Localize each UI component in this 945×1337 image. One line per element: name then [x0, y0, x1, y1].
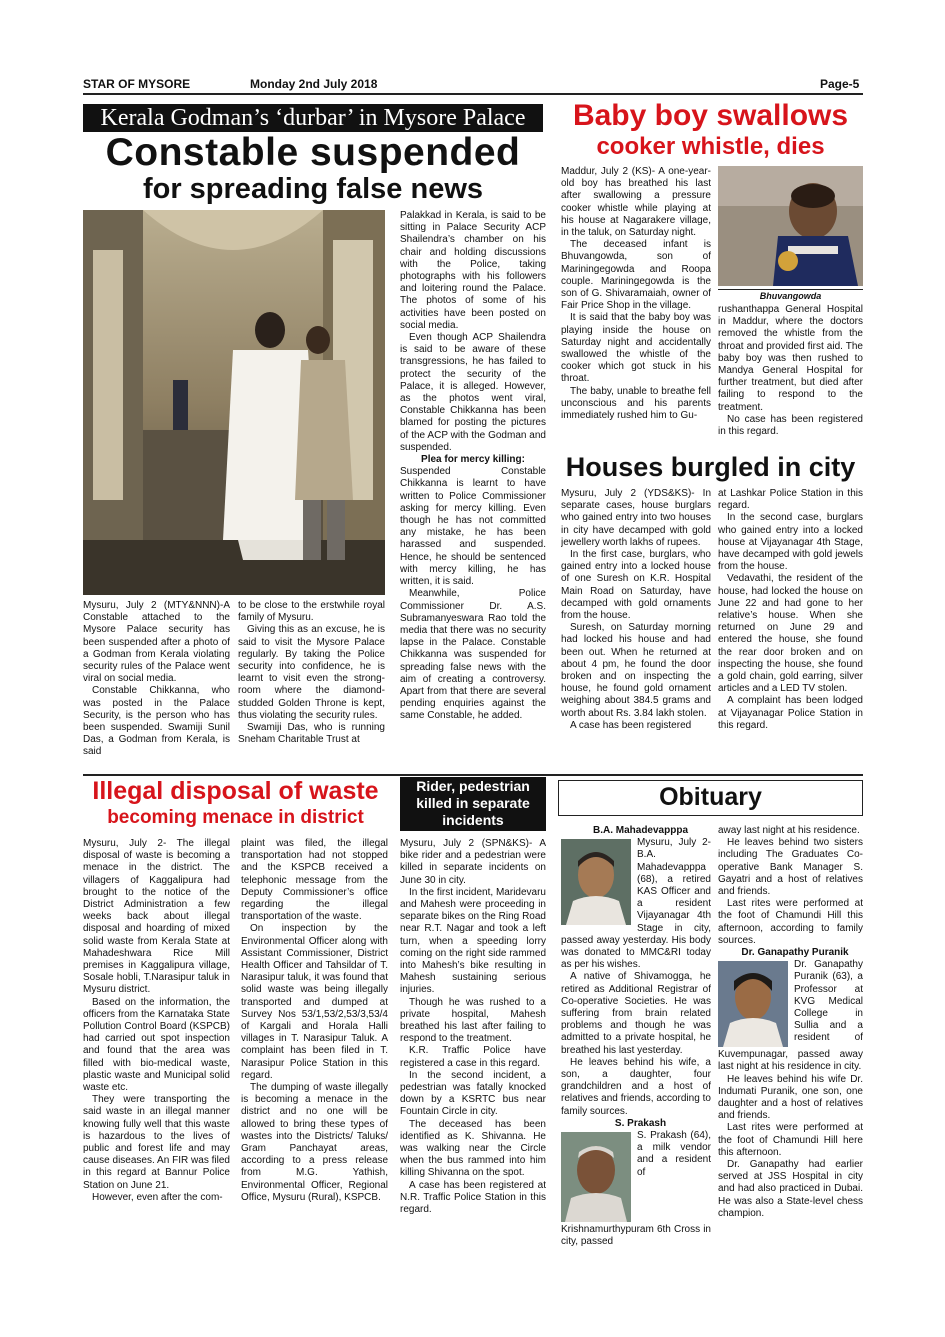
story1-subhead: Plea for mercy killing:	[421, 454, 525, 466]
story3-col1	[561, 488, 711, 770]
obituary-1-para: Mysuru, July 2- B.A. Mahadevapppa (68), a retired KAS Officer and a resident Vijayanagar 4th Stage in city, passed away yesterday. His body was donated to MMC&RI today as per his wishes.	[561, 837, 711, 971]
paper-name: STAR OF MYSORE	[83, 77, 191, 91]
story2-col1-para: The deceased infant is Bhuvangowda, son of Mariningegowda and Roopa couple. Mariningegowda is the son of G. Shivaramaiah, owner of Fair Price Shop in the village.	[561, 239, 711, 312]
story1-col3-para: Palakkad in Kerala, is said to be sitting in Palace Security ACP Shailendra’s chamber on his chair and holding discussions with the Police, taking photographs with his followers and loitering round the Palace. The photos of some of his activities have been posted on social media.	[400, 210, 546, 331]
obituary-title: Obituary	[558, 780, 863, 816]
story4-col1-para: Mysuru, July 2- The illegal disposal of waste is becoming a menace in the district. The villagers of Kaggalipura had brought to the notice of the District Administration a few weeks back about illegal disposal and hoarding of mixed solid waste from Kerala State at Mahadeshwara Rice Mill premises in Kaggalipura village, Sosale hobli, T.Narasipur taluk in Mysuru district.	[83, 838, 230, 996]
story2-col2	[718, 304, 863, 446]
obituary-1-para: He leaves behind his wife, a son, a daughter, four grandchildren and a host of relatives and friends, according to family sources.	[561, 1056, 711, 1117]
baby-photo-caption: Bhuvangowda	[718, 289, 863, 301]
obituary-3-para: Dr. Ganapathy had earlier served at JSS Hospital in city and had also practiced in Dubai. He was also a State-level chess champion.	[718, 1159, 863, 1219]
story5-col1-para: Though he was rushed to a private hospital, Mahesh breathed his last after failing to respond to the treatment.	[400, 996, 546, 1045]
story4-col1-para: Based on the information, the officers from the Karnataka State Pollution Control Board (KSPCB) had carried out spot inspection and found that the area was filled with bio-medical waste, plastic waste and Municipal solid waste etc.	[83, 996, 230, 1094]
story3-col1-para: Suresh, on Saturday morning had locked his house and had been out. When he returned at about 4 pm, he found the door broken and on inspecting the house, he found gold ornament weighing about 384.5 grams and worth about Rs. 3.84 lakh stolen.	[561, 622, 711, 719]
story1-col2	[238, 600, 385, 770]
story2-headline-2: cooker whistle, dies	[596, 133, 825, 160]
story3-col2	[718, 488, 863, 770]
story4-col2-para: The dumping of waste illegally is becoming a menace in the district and no one will be allowed to bring these types of wastes into the Districts/ Taluks/ Gram Panchayat areas, according to a press release from M.G. Yathish, Environmental Officer, Regional Office, Mysuru (Rural), KSPCB.	[241, 1082, 388, 1203]
page-number: Page-5	[820, 77, 860, 91]
story3-col2-para: In the second case, burglars who gained entry into a locked house at Vijayanagar 4th Stage, have decamped with gold jewels from the house.	[718, 512, 863, 573]
story5-col1-para: K.R. Traffic Police have registered a case in this regard.	[400, 1045, 546, 1069]
obituary-name-1: B.A. Mahadevapppa	[592, 825, 689, 836]
story1-headline-2: for spreading false news	[142, 173, 484, 205]
puranik-photo	[718, 961, 788, 1047]
story1-col3-para: Meanwhile, Police Commissioner Dr. A.S. Subramanyeswara Rao told the media that there was no security lapse in the Palace. Constable Chikkanna was suspended for spreading false news with the aim of creating a controversy. Apart from that there are several pending enquiries against the same Constable, he added.	[400, 588, 546, 722]
story1-col3-para: Suspended Constable Chikkanna is learnt to have written to Police Commissioner asking for mercy killing. Even though he has not committed any mistake, he has been harassed and suspended. Hence, he should be sentenced with mercy killing, he has written, it is said.	[400, 466, 546, 588]
mahadevappa-photo-image	[561, 839, 631, 925]
baby-photo-image	[718, 166, 863, 286]
story4-col2-para: On inspection by the Environmental Officer along with Assistant Commissioner, District Health Officer and Tahsildar of T. Narasipur taluk, it was found that solid waste was being illegally transported and dumped at Survey Nos 53/1,53/2,53/3,53/4 of Kargali and Horala Halli villages in T. Narasipur Taluk. A complaint has been filed in T. Narasipur Police Station in this regard.	[241, 923, 388, 1081]
story1-col1-para: Mysuru, July 2 (MTY&NNN)-A Constable attached to the Mysore Palace security has been suspended after a photo of a Godman from Kerala violating security rules of the Palace went viral on social media.	[83, 600, 230, 685]
story1-col1	[83, 600, 230, 770]
mahadevappa-photo	[561, 839, 631, 925]
story1-col1-para: Constable Chikkanna, who was posted in the Palace Security, is the person who has been suspended. Swamiji Sunil Das, a Godman from Kerala, is said	[83, 685, 230, 758]
story2-col1	[561, 166, 711, 446]
obituary-2-cont-para: He leaves behind two sisters including The Graduates Co-operative Bank Manager S. Gayatri and a host of relatives and friends.	[718, 837, 863, 898]
obituary-2-cont-para: Last rites were performed at the foot of Chamundi Hill this afternoon, according to family sources.	[718, 898, 863, 946]
obituary-col1	[561, 825, 711, 1265]
puranik-photo-image	[718, 961, 788, 1047]
story3-col1-para: In the first case, burglars, who gained entry into a locked house of one Suresh on K.R. Hospital Main Road on Saturday, have decamped with gold ornaments from the house.	[561, 549, 711, 622]
issue-date: Monday 2nd July 2018	[250, 77, 378, 91]
godman-photo	[83, 210, 385, 595]
story1-col2-para: Swamiji Das, who is running Sneham Charitable Trust at	[238, 722, 385, 746]
obituary-1-para: A native of Shivamogga, he retired as Additional Registrar of Co-operative Societies. He was suffering from brain related problems and though he was admitted to a private hospital, he breathed his last yesterday.	[561, 971, 711, 1056]
obituary-name-3: Dr. Ganapathy Puranik	[741, 947, 849, 959]
obituary-2-para: S. Prakash (64), a milk vendor and a resident of Krishnamurthypuram 6th Cross in city, passed	[561, 1130, 711, 1248]
obituary-col2	[718, 825, 863, 1265]
story2-col1-para: It is said that the baby boy was playing inside the house on Saturday night and accidentally swallowed the whistle of the cooker which got stuck in his throat.	[561, 312, 711, 385]
story3-headline: Houses burgled in city	[565, 452, 856, 482]
story2-col2-para: No case has been registered in this regard.	[718, 413, 863, 438]
palace-photo-image	[83, 210, 385, 595]
obituary-2-cont-para: away last night at his residence.	[718, 825, 860, 836]
story5-col1-para: In the second incident, a pedestrian was fatally knocked down by a KSRTC bus near Fountain Circle in city.	[400, 1069, 546, 1118]
story4-col1-para: They were transporting the said waste in an illegal manner knowing fully well that this waste is hazardous to the lives of public and forest life and may cause diseases. An FIR was filed in this regard at Bannur Police Station on June 21.	[83, 1094, 230, 1191]
story4-headline-1: Illegal disposal of waste	[92, 777, 379, 805]
story5-headline: Rider, pedestrian killed in separate incidents	[400, 777, 546, 831]
story1-col2-para: to be close to the erstwhile royal family of Mysuru.	[238, 600, 385, 624]
story2-headline-1: Baby boy swallows	[572, 99, 849, 132]
story4-col1	[83, 838, 230, 1258]
prakash-photo-image	[561, 1132, 631, 1222]
story3-col2-para: A complaint has been lodged at Vijayanagar Police Station in this regard.	[718, 695, 863, 731]
story2-col2-para: rushanthappa General Hospital in Maddur, where the doctors removed the whistle from the throat and provided first aid. The baby boy was then rushed to Mandya General Hospital for further treatment, but died after failing to respond to the treatment.	[718, 304, 863, 413]
story3-col1-para: A case has been registered	[570, 719, 692, 731]
story1-col3	[400, 210, 546, 770]
story1-headline-1: Constable suspended	[105, 131, 521, 174]
story1-col3-para: Even though ACP Shailendra is said to be aware of these transgressions, he has failed to protect the security of the Palace, it is alleged. However, as the photos went viral, Constable Chikkanna has been blamed for posting the pictures of the ACP with the Godman and suspended.	[400, 332, 546, 453]
masthead-rule	[83, 93, 863, 95]
story4-col1-para: However, even after the com-	[92, 1191, 223, 1203]
story2-col1-para: Maddur, July 2 (KS)- A one-year-old boy has breathed his last after swallowing a pressure cooker whistle while playing at his house at Nagarakere village, in the taluk, on Saturday night.	[561, 166, 711, 239]
prakash-photo	[561, 1132, 631, 1222]
story4-col2-para: plaint was filed, the illegal transportation had not stopped and the KSPCB received a telephonic message from the Deputy Commissioner’s office regarding the illegal transportation of the waste.	[241, 838, 388, 923]
story4-col2	[241, 838, 388, 1258]
story5-col1	[400, 838, 546, 1258]
story5-col1-para: The deceased has been identified as K. Shivanna. He was walking near the Circle when the bus rammed into him killing Shivanna on the spot.	[400, 1118, 546, 1179]
obituary-name-2: S. Prakash	[614, 1117, 667, 1129]
obituary-3-para: He leaves behind his wife Dr. Indumati Puranik, one son, one daughter and a host of relatives and friends.	[718, 1073, 863, 1122]
story3-col1-para: Mysuru, July 2 (YDS&KS)- In separate cases, house burglars who gained entry into two houses in city have decamped with gold jewellery worth lakhs of rupees.	[561, 488, 711, 548]
story5-col1-para: In the first incident, Maridevaru and Mahesh were proceeding in separate bikes on the Ring Road near R.T. Nagar and took a left turn, when a speeding lorry coming on the right side rammed into Mahesh’s bike resulting in Mahesh sustaining serious injuries.	[400, 886, 546, 996]
story4-headline-2: becoming menace in district	[107, 807, 364, 828]
obituary-3-para: Dr. Ganapathy Puranik (63), a Professor at KVG Medical College in Sullia and a resident of Kuvempunagar, passed away last night at his residence in city.	[718, 959, 863, 1073]
obituary-3-para: Last rites were performed at the foot of Chamundi Hill here this afternoon.	[718, 1122, 863, 1158]
story3-col2-para: at Lashkar Police Station in this regard.	[718, 488, 863, 512]
baby-photo	[718, 166, 863, 286]
story3-col2-para: Vedavathi, the resident of the house, had locked the house on June 22 and had gone to her relative’s house. When she returned on June 29 and entered the house, she found the rear door broken and on inspecting the house, she found a gold chain, gold earring, silver articles and a LED TV stolen.	[718, 573, 863, 695]
story1-kicker: Kerala Godman’s ‘durbar’ in Mysore Palace	[83, 104, 543, 132]
story5-col1-para: A case has been registered at N.R. Traffic Police Station in this regard.	[400, 1179, 546, 1216]
story1-col2-para: Giving this as an excuse, he is said to visit the Mysore Palace regularly. By taking the Police security into confidence, he is learnt to visit even the strong-room where the diamond-studded Golden Throne is kept, thus violating the security rules.	[238, 624, 385, 721]
story2-col1-para: The baby, unable to breathe fell unconscious and his parents immediately rushed him to Gu-	[561, 385, 711, 422]
story5-col1-para: Mysuru, July 2 (SPN&KS)- A bike rider and a pedestrian were killed in separate incidents on June 30 in city.	[400, 838, 546, 886]
